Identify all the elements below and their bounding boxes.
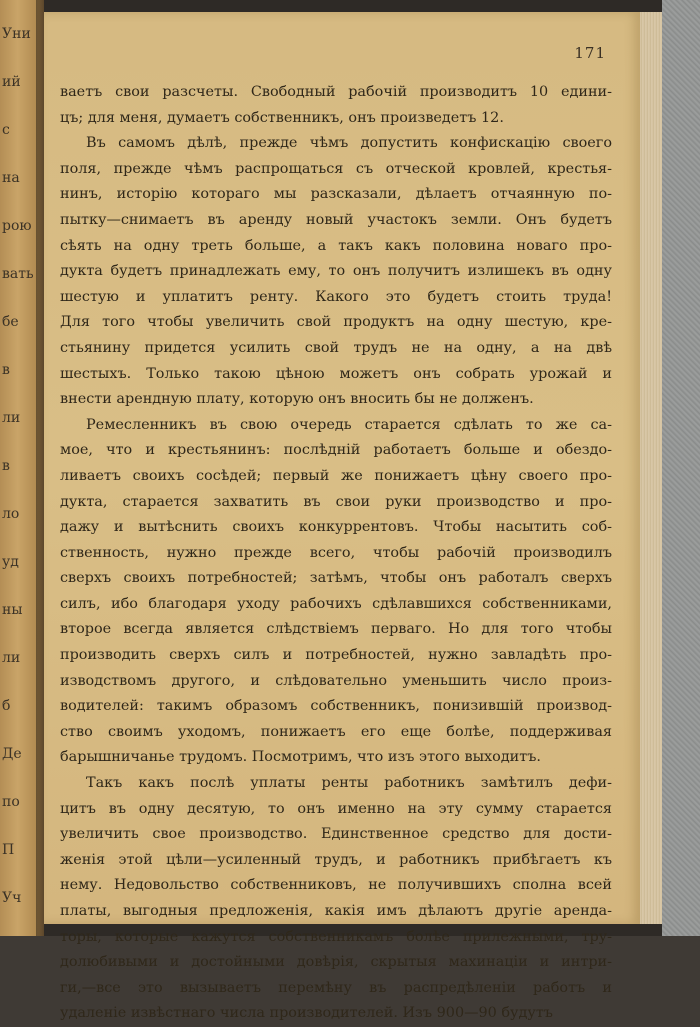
left-page-fragment: с [2,122,10,138]
text-line: производить сверхъ силъ и потребностей, нужно завладѣть про- [60,647,612,664]
page-number: 171 [574,44,606,62]
left-page-fragment: ли [2,410,21,426]
left-page-fragment: уд [2,554,19,570]
text-line: стьянину придется усилить свой трудъ не на одну, а на двѣ [60,339,612,356]
text-line: дукта, старается захватить въ свои руки производство и про- [60,493,612,510]
text-line: цъ; для меня, думаетъ собственникъ, онъ произведетъ 12. [60,109,504,126]
text-line: ство своимъ уходомъ, понижаетъ его еще болѣе, поддерживая [60,723,612,740]
left-page-fragment: Де [2,746,22,762]
text-line: ственность, нужно прежде всего, чтобы рабочій производилъ [60,544,612,561]
text-line: Въ самомъ дѣлѣ, прежде чѣмъ допустить конфискацію своего [86,135,612,152]
left-page-fragment: в [2,362,10,378]
left-page-fragment: б [2,698,11,714]
text-line: торы, которые кажутся собственникамъ болѣе прилежными, тру- [60,928,612,945]
text-line: силъ, ибо благодаря уходу рабочихъ сдѣлавшихся собственниками, [60,595,612,612]
text-line: Такъ какъ послѣ уплаты ренты работникъ замѣтилъ дефи- [86,775,612,792]
left-page-fragment: по [2,794,20,810]
text-line: нему. Недовольство собственниковъ, не получившихъ сполна всей [60,877,612,894]
left-page-fragment: ло [2,506,20,522]
text-line: водителей: такимъ образомъ собственникъ, понизившій производ- [60,698,612,715]
text-line: ги,—все это вызываетъ перемѣну въ распредѣленіи работъ и [60,979,612,996]
page-text [60,80,612,1027]
text-line: Для того чтобы увеличить свой продуктъ на одну шестую, кре- [60,314,612,331]
text-line: нинъ, исторію котораго мы разсказали, дѣлаетъ отчаянную по- [60,186,612,203]
text-line: шестую и уплатитъ ренту. Какого это будетъ стоить труда! [60,288,612,305]
text-line: пытку—снимаетъ въ аренду новый участокъ земли. Онъ будетъ [60,211,612,228]
text-line: второе всегда является слѣдствіемъ перваго. Но для того чтобы [60,621,612,638]
text-line: барышничанье трудомъ. Посмотримъ, что изъ этого выходитъ. [60,749,541,766]
text-line: ваетъ свои разсчеты. Свободный рабочій производитъ 10 едини- [60,84,612,100]
book-page [44,12,640,1022]
text-line: мое, что и крестьянинъ: послѣдній работаетъ больше и обездо- [60,442,612,459]
left-page-fragment: ий [2,74,21,90]
text-line: женія этой цѣли—усиленный трудъ, и работникъ прибѣгаетъ къ [60,851,612,868]
page-stack-edge [640,12,662,924]
left-page-fragment: на [2,170,20,186]
text-line: удаленіе извѣстнаго числа производителей. Изъ 900—90 будутъ [60,1005,553,1022]
text-line: поля, прежде чѣмъ распрощаться съ отческой кровлей, крестья- [60,160,612,177]
text-line: долюбивыми и достойными довѣрія, скрытыя махинаціи и интри- [60,954,612,971]
left-page-fragment: П [2,842,15,858]
left-page-fragment: ны [2,602,23,618]
text-line: дукта будетъ принадлежать ему, то онъ получитъ излишекъ въ одну [60,263,612,280]
text-line: сѣять на одну треть больше, а такъ какъ половина новаго про- [60,237,612,254]
book-cover-edge [662,0,700,936]
left-page-fragment: ли [2,650,21,666]
left-page-fragment: вать [2,266,34,282]
text-line: цитъ въ одну десятую, то онъ именно на эту сумму старается [60,800,612,817]
text-line: внести арендную плату, которую онъ вносить бы не долженъ. [60,391,534,408]
text-line: сверхъ своихъ потребностей; затѣмъ, чтобы онъ работалъ сверхъ [60,570,612,587]
text-line: увеличить свое производство. Единственное средство для дости- [60,826,612,843]
left-page-fragment: Уни [2,26,31,42]
text-line: шестыхъ. Только такою цѣною можетъ онъ собрать урожай и [60,365,612,382]
text-line: ливаетъ своихъ сосѣдей; первый же понижаетъ цѣну своего про- [60,467,612,484]
left-page-fragment: бе [2,314,19,330]
left-page-fragment: рою [2,218,32,234]
text-line: платы, выгодныя предложенія, какія имъ дѣлаютъ другіе арендa- [60,903,612,919]
text-line: дажу и вытѣснить своихъ конкуррентовъ. Чтобы насытить соб- [60,519,612,536]
left-page-fragment: в [2,458,10,474]
left-page-fragment: Уч [2,890,22,906]
text-line: Ремесленникъ въ свою очередь старается сдѣлать то же са- [86,416,612,433]
top-border [44,0,662,12]
text-line: изводствомъ другого, и слѣдовательно уменьшить число произ- [60,672,612,689]
